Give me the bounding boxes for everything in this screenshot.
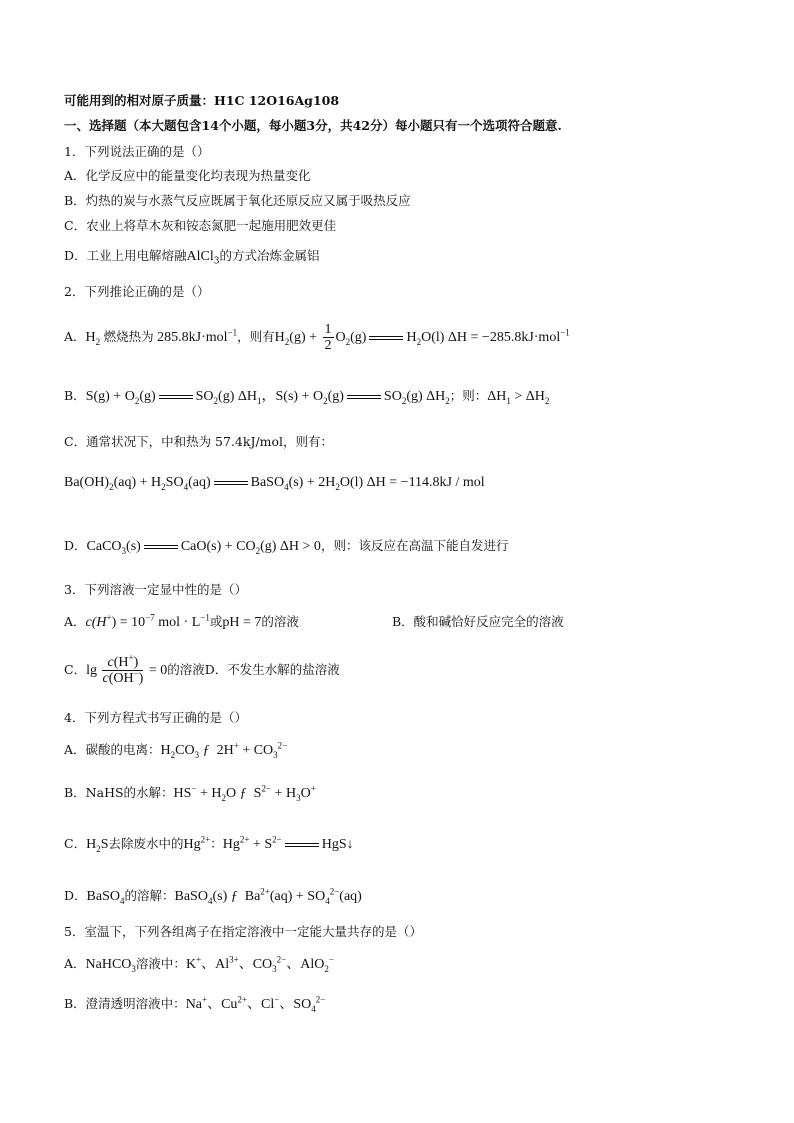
- q2-option-a: A．$H_2$ 燃烧热为 285.8kJ·mol$^{-1}$，则有$H_2(g)$ + $\frac{1}{2}$ $O_2(g)$ $H_2O(l) \Delta H = -285.8kJ\cdot mol^{-1}$: [64, 322, 570, 354]
- q2-stem: 2．下列推论正确的是（）: [64, 284, 210, 299]
- q2-option-c-equation: $Ba(OH)_2(aq) + H_2SO_4(aq)$ BaSO$_4$(s) + $2H_2O(l) \Delta H = -114.8kJ$ / mol: [64, 475, 485, 492]
- q4-option-b: B．NaHS的水解：$HS^- + H_2O$ ƒ $S^{2-} + H_3O^+$: [64, 783, 316, 803]
- q5-stem: 5．室温下，下列各组离子在指定溶液中一定能大量共存的是（）: [64, 924, 422, 939]
- q3-stem: 3．下列溶液一定显中性的是（）: [64, 582, 247, 597]
- q5-option-b: B．澄清透明溶液中：Na+、$Cu^{2+}$、Cl−、$SO_4^{2-}$: [64, 994, 326, 1014]
- q1-stem: 1．下列说法正确的是（）: [64, 144, 210, 159]
- section-title: 一、选择题（本大题包含14个小题，每小题3分，共42分）每小题只有一个选项符合题意.: [64, 118, 562, 133]
- q3-option-a: A．$c(H^+) = 10^{-7}$ mol · $L^{-1}$或pH = 7的溶液: [64, 612, 299, 630]
- q3-option-b: B．酸和碱恰好反应完全的溶液: [392, 614, 564, 629]
- atomic-mass-line: 可能用到的相对原子质量：H1C 12O16Ag108: [64, 93, 340, 108]
- q1-option-a: A．化学反应中的能量变化均表现为热量变化: [64, 168, 311, 183]
- q1-option-d: D．工业上用电解熔融AlCl$_3$的方式冶炼金属铝: [64, 248, 320, 267]
- q5-option-a: A．NaHCO$_3$溶液中：K+、$Al^{3+}$、$CO_3^{2-}$、AlO$_2$−: [64, 954, 334, 974]
- q2-option-d: D．CaCO$_3$(s) $CaO(s) + CO_2(g) \Delta H > 0$，则：该反应在高温下能自发进行: [64, 538, 509, 556]
- q3-option-c: C．lg $\frac{c(H^+)}{c(OH^-)}$ = 0的溶液D．不发生水解的盐溶液: [64, 652, 340, 687]
- q4-option-c: C．$H_2S$去除废水中的$Hg^{2+}$：$Hg^{2+} + S^{2-}$ HgS↓: [64, 834, 354, 854]
- q1-option-c: C．农业上将草木灰和铵态氮肥一起施用肥效更佳: [64, 218, 337, 233]
- q2-option-c: C．通常状况下，中和热为 57.4kJ/mol，则有：: [64, 434, 334, 449]
- q4-option-a: A．碳酸的电离：$H_2CO_3$ ƒ $2H^+ + CO_3^{2-}$: [64, 740, 288, 760]
- q1-option-b: B．灼热的炭与水蒸气反应既属于氧化还原反应又属于吸热反应: [64, 193, 411, 208]
- q4-stem: 4．下列方程式书写正确的是（）: [64, 710, 247, 725]
- q2-option-b: B．$S(g) + O_2(g)$ $SO_2(g)$ $\Delta H_1$，$S(s) + O_2(g)$ $SO_2(g)$ $\Delta H_2$；则：$\Delta H_1 > \Delta H_2$: [64, 388, 550, 406]
- q4-option-d: D．BaSO$_4$的溶解：BaSO$_4$(s) ƒ $Ba^{2+}(aq) + SO_4^{2-}(aq)$: [64, 886, 362, 906]
